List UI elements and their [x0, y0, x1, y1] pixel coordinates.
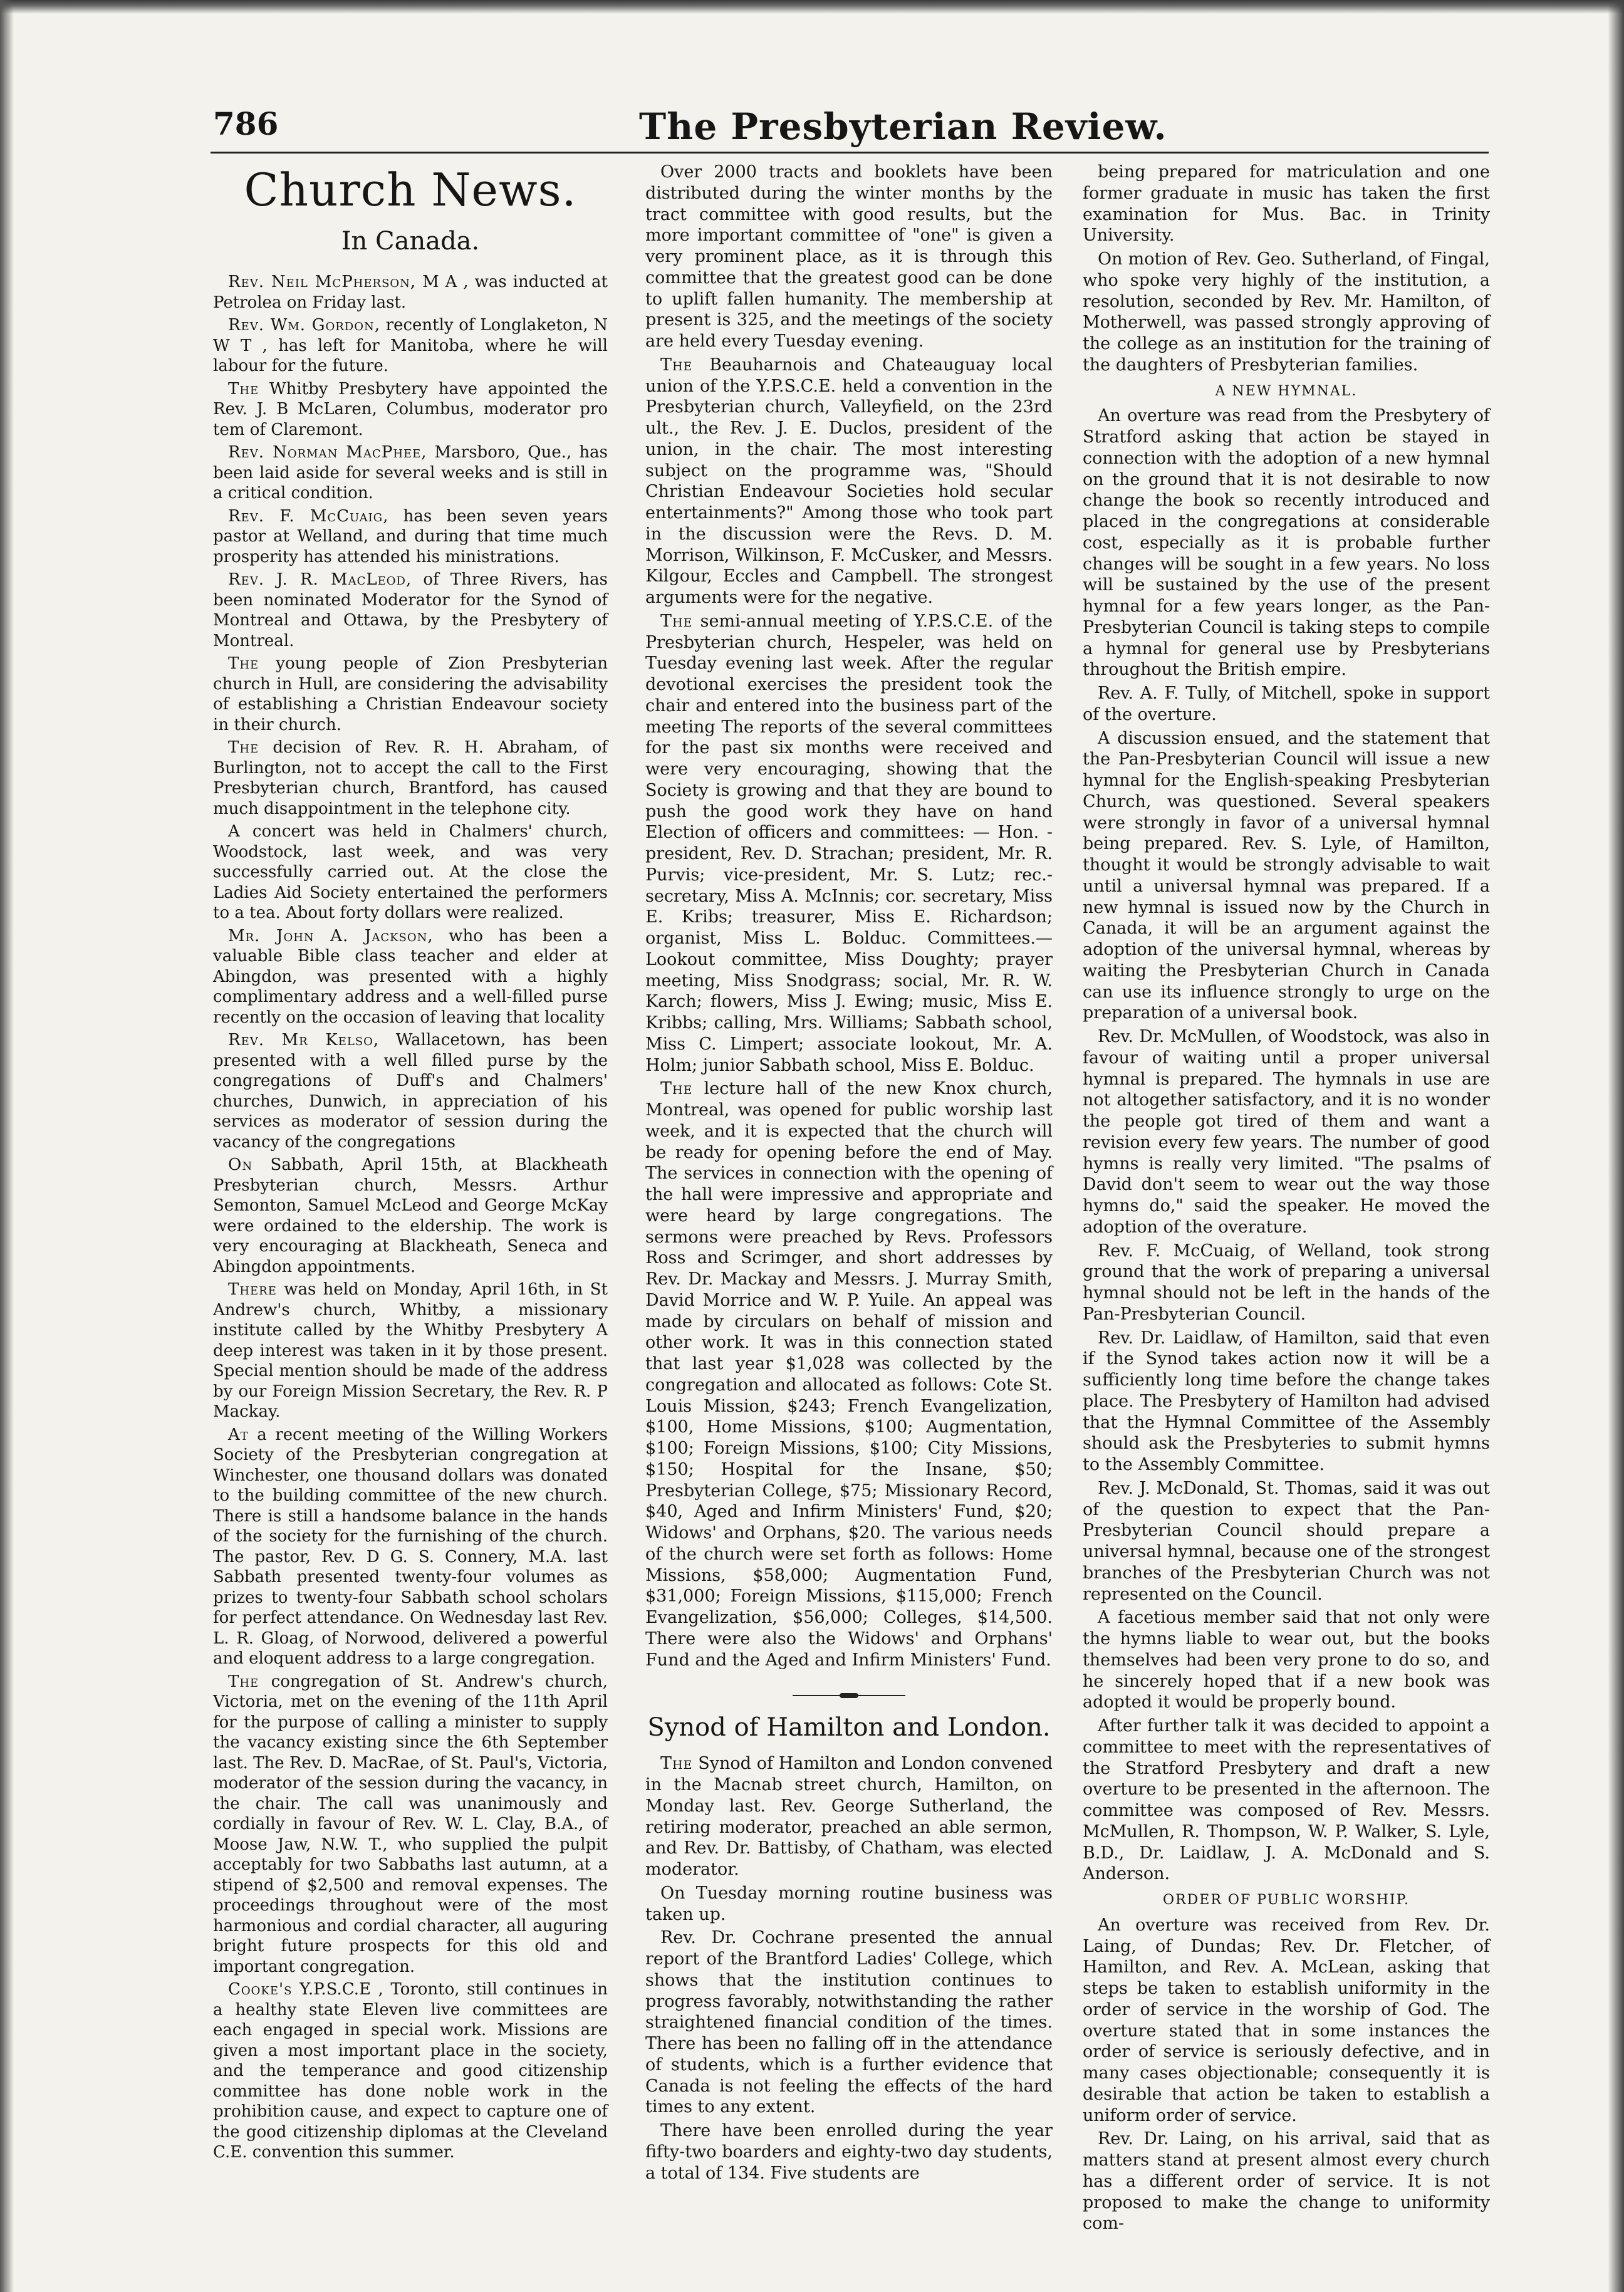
- article-paragraph: [213, 570, 608, 651]
- order-of-worship-heading: ORDER OF PUBLIC WORSHIP.: [1163, 1892, 1410, 1908]
- paragraph-text: semi-annual meeting of Y.P.S.C.E. of the Presbyterian church, Hespeler, was held on Tuesday evening last week. After the regular devotional exercises the president took the chair and entered into the business part of the meeting The reports of the several committees for the past six months were received and were very encouraging, showing that the Society is growing and that they are bound to push the good work they have on hand Election of officers and committees: — Hon. - president, Rev. D. Strachan; president, Mr. R. Purvis; vice-president, Mr. S. Lutz; rec.-secretary, Miss A. McInnis; cor. secretary, Miss E. Kribs; treasurer, Miss E. Richardson; organist, Miss L. Bolduc. Committees.—Lookout committee, Miss Doughty; prayer meeting, Miss Snodgrass; social, Mr. R. W. Karch; flowers, Miss J. Ewing; music, Miss E. Kribbs; calling, Mrs. Williams; Sabbath school, Miss C. Limpert; associate lookout, Mr. A. Holm; junior Sabbath school, Miss E. Bolduc.: [645, 611, 1053, 1075]
- paragraph-text: of Three Rivers, has been nominated Moderator for the Synod of Montreal and Ottawa, by the Presbytery of Montreal.: [213, 570, 608, 650]
- paragraph-text: Rev. F. McCuaig, of Welland, took strong ground that the work of preparing a universal hymnal should not be left in the hands of the Pan-Presbyterian Council.: [1083, 1241, 1490, 1324]
- article-paragraph: [213, 654, 608, 735]
- paragraph-text: Synod of Hamilton and London convened in the Macnab street church, Hamilton, on Monday last. Rev. George Sutherland, the retiring moderator, preached an able sermon, and Rev. Dr. Battisby, of Chatham, was elected moderator.: [645, 1754, 1053, 1879]
- paragraph-lead: The: [660, 1754, 693, 1774]
- article-paragraph: [213, 272, 608, 313]
- paragraph-text: M A , was inducted at Petrolea on Friday last.: [213, 273, 608, 312]
- article-paragraph: [213, 506, 608, 568]
- paragraph-lead: The: [228, 379, 259, 398]
- page-number: 786: [213, 105, 279, 142]
- paragraph-text: Sabbath, April 15th, at Blackheath Presbyterian church, Messrs. Arthur Semonton, Samuel McLeod and George McKay were ordained to the eldership. The work is very encouraging at Blackheath, Seneca and Abingdon appointments.: [213, 1155, 608, 1276]
- scan-top-edge: [0, 0, 1624, 14]
- article-paragraph: [1083, 1716, 1490, 1885]
- paragraph-lead: Rev. Wm. Gordon,: [228, 316, 380, 335]
- paragraph-text: Whitby Presbytery have appointed the Rev. J. B McLaren, Columbus, moderator pro tem of Claremont.: [213, 379, 608, 439]
- paragraph-lead: Rev. F. McCuaig,: [228, 506, 389, 526]
- paragraph-lead: The: [228, 1672, 259, 1691]
- headline: Church News.: [244, 164, 577, 216]
- article-paragraph: [213, 1979, 608, 2163]
- paragraph-lead: The: [660, 1079, 693, 1099]
- article-paragraph: [1083, 1915, 1490, 2127]
- paragraph-lead: Rev. Norman MacPhee,: [228, 443, 427, 462]
- paragraph-text: lecture hall of the new Knox church, Montreal, was opened for public worship last week, and it is expected that the church will be ready for opening before the end of May. The services in connection with the opening of the hall were impressive and appropriate and were heard by large congregations. The sermons were preached by Revs. Professors Ross and Scrimger, and short addresses by Rev. Dr. Mackay and Messrs. J. Murray Smith, David Morrice and W. P. Yuile. An appeal was made by circulars on behalf of mission and other work. It was in this connection stated that last year $1,028 was collected by the congregation and allocated as follows: Cote St. Louis Mission, $243; French Evangelization, $100, Home Missions, $100; Augmentation, $100; Foreign Missions, $100; City Missions, $150; Hospital for the Insane, $50; Presbyterian College, $75; Missionary Record, $40, Aged and Infirm Ministers' Fund, $20; Widows' and Orphans, $20. The various needs of the church were set forth as follows: Home Missions, $58,000; Augmentation Fund, $31,000; Foreign Missions, $115,000; French Evangelization, $56,000; Colleges, $14,500. There were also the Widows' and Orphans' Fund and the Aged and Infirm Ministers' Fund.: [645, 1079, 1053, 1670]
- column-1-paragraphs: [213, 272, 608, 2163]
- article-paragraph: [645, 1883, 1053, 1925]
- article-paragraph: [645, 2120, 1053, 2184]
- article-paragraph: [213, 379, 608, 440]
- article-paragraph: [1083, 1607, 1490, 1713]
- article-paragraph: [1083, 2128, 1490, 2234]
- new-hymnal-heading: A NEW HYMNAL.: [1215, 383, 1358, 399]
- article-paragraph: [213, 1672, 608, 1977]
- paragraph-text: A facetious member said that not only were the hymns liable to wear out, but the books themselves had been very prone to do so, and he sincerely hoped that if a new book was adopted it would be properly bound.: [1083, 1608, 1490, 1712]
- article-paragraph: [1083, 1241, 1490, 1325]
- column-3: [1083, 162, 1490, 2237]
- synod-heading: Synod of Hamilton and London.: [647, 1713, 1051, 1742]
- paragraph-lead: The: [660, 355, 693, 375]
- column-3-paragraphs-a: [1083, 162, 1490, 376]
- article-paragraph: [645, 162, 1053, 352]
- paragraph-text: Over 2000 tracts and booklets have been distributed during the winter months by the tract committee with good results, but the more important committee of "one" is given a very prominent place, as it is through this committee that the greatest good can be done to uplift fallen humanity. The membership at present is 325, and the meetings of the society are held every Tuesday evening.: [645, 162, 1053, 351]
- article-paragraph: [1083, 1026, 1490, 1238]
- paragraph-text: Wallacetown, has been presented with a well filled purse by the congregations of Duff's and Chalmers' churches, Dunwich, in appreciation of his services as moderator of session during the vacancy of the congregations: [213, 1031, 608, 1152]
- paragraph-text: There have been enrolled during the year fifty-two boarders and eighty-two day students, a total of 134. Five students are: [645, 2121, 1053, 2183]
- paragraph-text: An overture was read from the Presbytery of Stratford asking that action be stayed in connection with the adoption of a new hymnal on the ground that it is not desirable to now change the book so recently introduced and placed in the congregations at considerable cost, especially as it is probable further changes will be sought in a few years. No loss will be sustained by the use of the present hymnal for a few years longer, as the Pan-Presbyterian Council is taking steps to compile a hymnal for general use by Presbyterians throughout the British empire.: [1083, 406, 1490, 680]
- paragraph-text: Rev. Dr. Cochrane presented the annual report of the Brantford Ladies' College, which shows that the institution continues to progress favorably, notwithstanding the rather straightened financial condition of the times. There has been no falling off in the attendance of students, which is a further evidence that Canada is not feeling the effects of the hard times to any extent.: [645, 1928, 1053, 2117]
- paragraph-text: young people of Zion Presbyterian church in Hull, are considering the advisability of establishing a Christian Endeavour society in their church.: [213, 654, 608, 734]
- paragraph-lead: Rev. Mr Kelso,: [228, 1031, 380, 1050]
- column-3-paragraphs-b: [1083, 405, 1490, 1885]
- paragraph-lead: Rev. Neil McPherson,: [228, 273, 417, 291]
- running-title: The Presbyterian Review.: [639, 105, 1167, 148]
- paragraph-lead: At: [228, 1425, 249, 1444]
- column-2: [645, 162, 1053, 2186]
- paragraph-lead: There: [228, 1280, 277, 1299]
- paragraph-text: who has been a valuable Bible class teacher and elder at Abingdon, was presented with a highly complimentary address and a well-filled purse recently on the occasion of leaving that locality: [213, 926, 608, 1027]
- article-paragraph: [645, 1753, 1053, 1880]
- paragraph-text: An overture was received from Rev. Dr. Laing, of Dundas; Rev. Dr. Fletcher, of Hamilton, and Rev. A. McLean, asking that steps be taken to establish uniformity in the order of service in the worship of God. The overture stated that in some instances the order of service is seriously defective, and in many cases objectionable; consequently it is desirable that action be taken to establish a uniform order of service.: [1083, 1915, 1490, 2125]
- paragraph-text: Marsboro, Que., has been laid aside for several weeks and is still in a critical condition.: [213, 443, 608, 503]
- article-paragraph: [213, 1155, 608, 1277]
- paragraph-text: has been seven years pastor at Welland, and during that time much prosperity has attended his ministrations.: [213, 506, 608, 566]
- column-2-paragraphs: [645, 162, 1053, 1670]
- article-paragraph: [213, 315, 608, 377]
- article-paragraph: [645, 1927, 1053, 2118]
- paragraph-text: Rev. Dr. McMullen, of Woodstock, was also in favour of waiting until a proper universal hymnal is prepared. The hymnals in use are not altogether satisfactory, and it is no wonder the people got tired of them and want a revision every few years. The number of good hymns is really very limited. "The psalms of David don't seem to wear out the way those hymns do," said the speaker. He moved the adoption of the overature.: [1083, 1027, 1490, 1237]
- paragraph-text: A concert was held in Chalmers' church, Woodstock, last week, and was very successfully carried out. At the close the Ladies Aid Society entertained the performers to a tea. About forty dollars were realized.: [213, 822, 608, 922]
- paragraph-lead: The: [660, 611, 693, 631]
- scan-right-edge: [1608, 0, 1624, 2292]
- paragraph-lead: Cooke's: [228, 1980, 293, 1999]
- paragraph-text: was held on Monday, April 16th, in St Andrew's church, Whitby, a missionary institute called by the Whitby Presbytery A deep interest was taken in it by those present. Special mention should be made of the address by our Foreign Mission Secretary, the Rev. R. P Mackay.: [213, 1280, 608, 1421]
- column-3-paragraphs-c: [1083, 1915, 1490, 2234]
- article-paragraph: [645, 355, 1053, 608]
- article-paragraph: [1083, 728, 1490, 1024]
- paragraph-lead: The: [228, 654, 259, 673]
- paragraph-text: a recent meeting of the Willing Workers Society of the Presbyterian congregation at Winchester, one thousand dollars was donated to the building committee of the new church. There is still a handsome balance in the hands of the society for the furnishing of the church. The pastor, Rev. D G. S. Connery, M.A. last Sabbath presented twenty-four volumes as prizes to twenty-four Sabbath school scholars for perfect attendance. On Wednesday last Rev. L. R. Gloag, of Norwood, delivered a powerful and eloquent address to a large congregation.: [213, 1425, 608, 1668]
- paragraph-text: After further talk it was decided to appoint a committee to meet with the representatives of the Stratford Presbytery and draft a new overture to be presented in the afternoon. The committee was composed of Rev. Messrs. McMullen, R. Thompson, W. P. Walker, S. Lyle, B.D., Dr. Laidlaw, J. A. McDonald and S. Anderson.: [1083, 1716, 1490, 1884]
- article-paragraph: [1083, 405, 1490, 680]
- header-rule: [211, 152, 1489, 154]
- subhead: In Canada.: [341, 227, 480, 256]
- page-header: [213, 105, 1485, 155]
- paragraph-text: On Tuesday morning routine business was taken up.: [645, 1883, 1053, 1924]
- paragraph-lead: Rev. J. R. MacLeod,: [228, 570, 412, 589]
- article-paragraph: [1083, 249, 1490, 376]
- paragraph-lead: Mr. John A. Jackson,: [228, 926, 434, 945]
- paragraph-text: Beauharnois and Chateauguay local union of the Y.P.S.C.E. held a convention in the Presbyterian church, Valleyfield, on the 23rd ult., the Rev. J. E. Duclos, president of the union, in the chair. The most interesting subject on the programme was, "Should Christian Endeavour Societies hold secular entertainments?" Among those who took part in the discussion were the Revs. D. M. Morrison, Wilkinson, F. McCusker, and Messrs. Kilgour, Eccles and Campbell. The strongest arguments were for the negative.: [645, 355, 1053, 607]
- article-paragraph: [1083, 1328, 1490, 1476]
- paragraph-text: congregation of St. Andrew's church, Victoria, met on the evening of the 11th April for the purpose of calling a minister to supply the vacancy existing since the 6th September last. The Rev. D. MacRae, of St. Paul's, Victoria, moderator of the session during the vacancy, in the chair. The call was unanimously and cordially in favour of Rev. W. L. Clay, B.A., of Moose Jaw, N.W. T., who supplied the pulpit acceptably for two Sabbaths last autumn, at a stipend of $2,500 and removal expenses. The proceedings throughout were of the most harmonious and cordial character, all auguring bright future prospects for this old and important congregation.: [213, 1672, 608, 1976]
- article-paragraph: [1083, 1478, 1490, 1605]
- article-paragraph: [213, 926, 608, 1028]
- paragraph-text: decision of Rev. R. H. Abraham, of Burlington, not to accept the call to the First Presbyterian church, Brantford, has caused much disappointment in the telephone city.: [213, 738, 608, 818]
- paragraph-text: On motion of Rev. Geo. Sutherland, of Fingal, who spoke very highly of the institution, a resolution, seconded by Rev. Mr. Hamilton, of Motherwell, was passed strongly approving of the college as an institution for the training of the daughters of Presbyterian families.: [1083, 249, 1490, 375]
- scan-left-edge: [0, 0, 14, 2292]
- paragraph-text: being prepared for matriculation and one former graduate in music has taken the first examination for Mus. Bac. in Trinity University.: [1083, 162, 1490, 246]
- paragraph-text: Rev. A. F. Tully, of Mitchell, spoke in support of the overture.: [1083, 684, 1490, 724]
- article-paragraph: [213, 1030, 608, 1152]
- paragraph-lead: On: [228, 1155, 253, 1174]
- article-paragraph: [213, 821, 608, 924]
- article-paragraph: [213, 442, 608, 504]
- ornament-dot: [840, 1693, 858, 1698]
- paragraph-text: Rev. J. McDonald, St. Thomas, said it was out of the question to expect that the Pan-Presbyterian Council should prepare a universal hymnal, because one of the strongest branches of the Presbyterian Church was not represented on the Council.: [1083, 1478, 1490, 1604]
- synod-paragraphs: [645, 1753, 1053, 2184]
- paragraph-text: A discussion ensued, and the statement that the Pan-Presbyterian Council will issue a new hymnal for the English-speaking Presbyterian Church, was questioned. Several speakers were strongly in favor of a universal hymnal being prepared. Rev. S. Lyle, of Hamilton, thought it would be strongly advisable to wait until a universal hymnal was prepared. If a new hymnal is issued now by the Church in Canada, it will be an argument against the adoption of the universal hymnal, whereas by waiting the Presbyterian Church in Canada can use its influence strongly to urge on the preparation of a universal book.: [1083, 728, 1490, 1023]
- ornament-rule: [793, 1693, 905, 1698]
- paragraph-lead: The: [228, 738, 259, 757]
- article-paragraph: [645, 1078, 1053, 1670]
- article-paragraph: [213, 1425, 608, 1669]
- article-paragraph: [645, 611, 1053, 1076]
- column-1: [213, 162, 608, 2165]
- article-paragraph: [213, 1279, 608, 1422]
- article-paragraph: [1083, 683, 1490, 726]
- article-paragraph: [1083, 162, 1490, 246]
- paragraph-text: Y.P.S.C.E , Toronto, still continues in a healthy state Eleven live committees are each engaged in special work. Missions are given a most important place in the society, and the temperance and good citizenship committee has done noble work in the prohibition cause, and expect to capture one of the good citizenship diplomas at the Cleveland C.E. convention this summer.: [213, 1980, 608, 2162]
- paragraph-text: Rev. Dr. Laing, on his arrival, said that as matters stand at present almost every church has a different order of service. It is not proposed to make the change to uniformity com-: [1083, 2129, 1490, 2234]
- paragraph-text: Rev. Dr. Laidlaw, of Hamilton, said that even if the Synod takes action now it will be a sufficiently long time before the change takes place. The Presbytery of Hamilton had advised that the Hymnal Committee of the Assembly should ask the Presbyteries to submit hymns to the Assembly Committee.: [1083, 1328, 1490, 1474]
- paragraph-text: recently of Longlaketon, N W T , has left for Manitoba, where he will labour for the future.: [213, 316, 608, 375]
- article-paragraph: [213, 737, 608, 819]
